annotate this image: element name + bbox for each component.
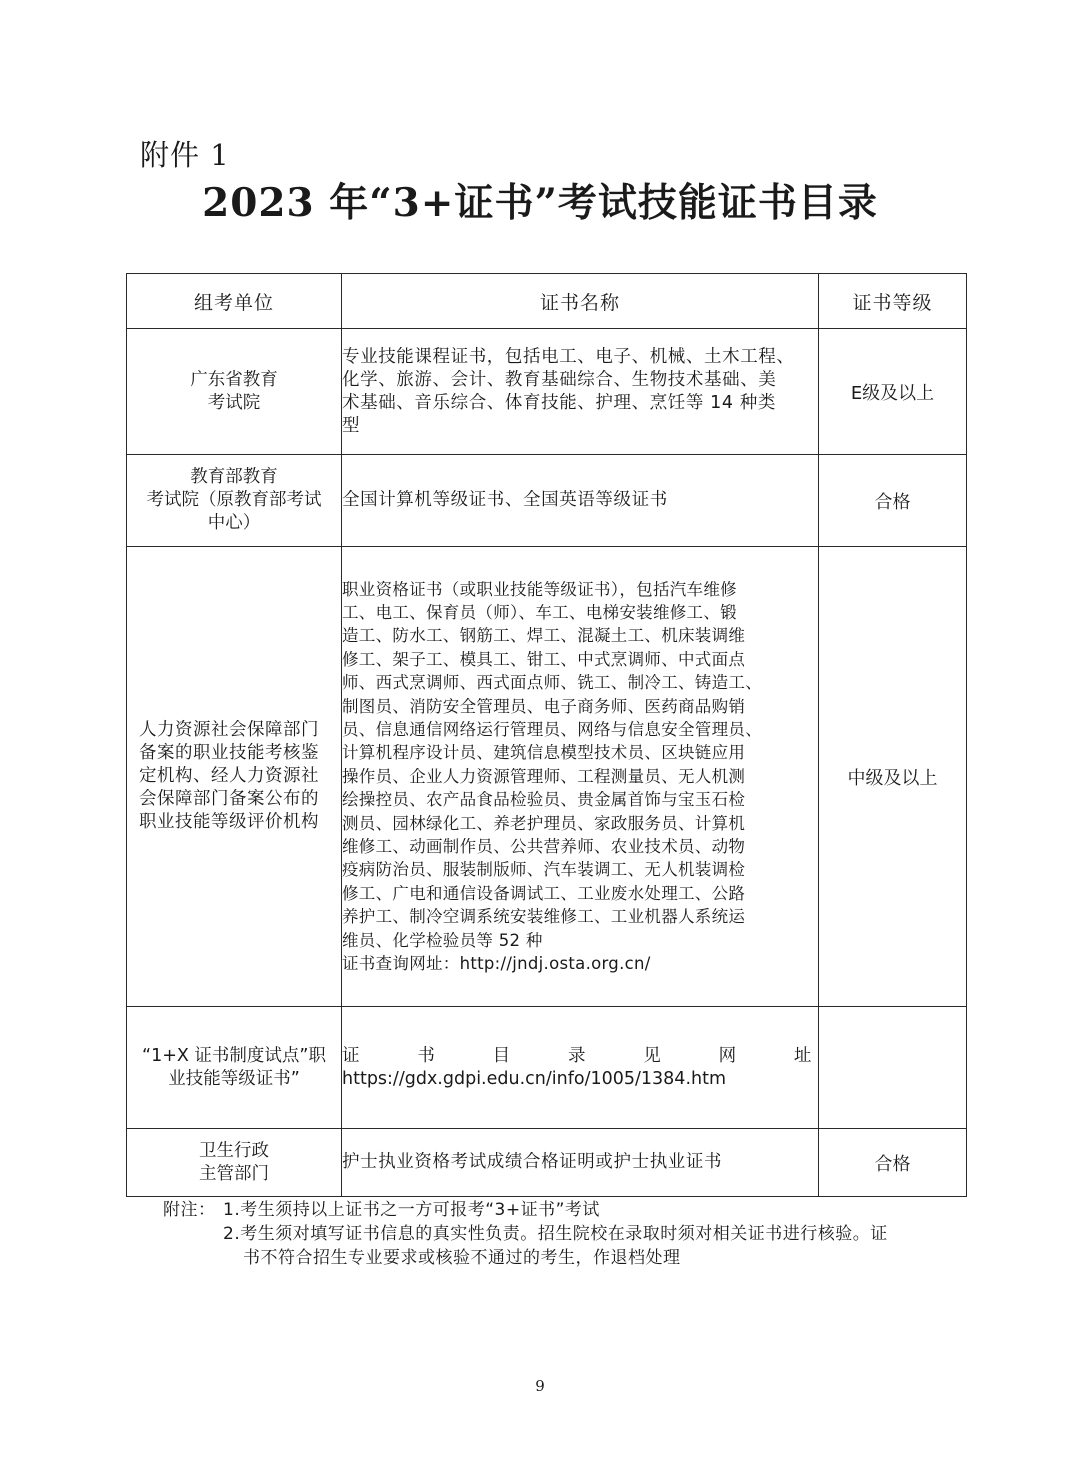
column-header-cert-name: 证书名称	[342, 274, 819, 329]
cert-query-url[interactable]: 证书查询网址：http://jndj.osta.org.cn/	[342, 954, 651, 974]
cert-catalog-url[interactable]: https://gdx.gdpi.edu.cn/info/1005/1384.htm	[342, 1068, 727, 1089]
table-row	[127, 547, 967, 1007]
attachment-label: 附件 1	[140, 138, 230, 172]
cert-name-line: 计算机程序设计员、建筑信息模型技术员、区块链应用	[342, 743, 746, 763]
table-row	[127, 455, 967, 547]
cell-cert-name	[342, 1129, 819, 1197]
certificate-table	[126, 273, 967, 1197]
cell-cert-level: 合格	[819, 455, 967, 547]
cert-name-line: 员、信息通信网络运行管理员、网络与信息安全管理员、	[342, 719, 762, 739]
cert-name-line: 修工、广电和通信设备调试工、工业废水处理工、公路	[342, 883, 746, 903]
cert-name-line: 工、电工、保育员（师）、车工、电梯安装维修工、锻	[342, 602, 737, 622]
cell-cert-name	[342, 1007, 819, 1129]
cell-cert-name	[342, 547, 819, 1007]
column-header-unit: 组考单位	[127, 274, 342, 329]
unit-line: 备案的职业技能考核鉴	[139, 743, 319, 763]
cert-name-line: 修工、架子工、模具工、钳工、中式烹调师、中式面点	[342, 649, 746, 669]
cell-cert-name	[342, 455, 819, 547]
cell-unit	[127, 547, 342, 1007]
cert-name-line: 造工、防水工、钢筋工、焊工、混凝土工、机床装调维	[342, 626, 746, 646]
cell-cert-name	[342, 329, 819, 455]
page-number: 9	[535, 1377, 545, 1395]
cell-cert-level: E级及以上	[819, 329, 967, 455]
spaced-char: 网	[718, 1045, 737, 1066]
unit-line: 会保障部门备案公布的	[139, 789, 319, 809]
unit-line: 人力资源社会保障部门	[139, 720, 319, 740]
notes-label: 附注：	[163, 1200, 216, 1220]
cert-name-line: 绘操控员、农产品食品检验员、贵金属首饰与宝玉石检	[342, 790, 746, 810]
cell-cert-level: 合格	[819, 1129, 967, 1197]
unit-line: 广东省教育	[190, 369, 278, 390]
note-item: 1.考生须持以上证书之一方可报考“3+证书”考试	[223, 1200, 600, 1220]
cert-name-line: 护士执业资格考试成绩合格证明或护士执业证书	[342, 1152, 723, 1172]
cell-unit	[127, 1007, 342, 1129]
cert-name-line: 疫病防治员、服装制版师、汽车装调工、无人机装调检	[342, 860, 746, 880]
cell-unit	[127, 1129, 342, 1197]
spaced-char: 书	[417, 1045, 436, 1066]
cert-name-line: 操作员、企业人力资源管理师、工程测量员、无人机测	[342, 766, 746, 786]
table-row	[127, 1129, 967, 1197]
cert-name-line: 化学、旅游、会计、教育基础综合、生物技术基础、美	[342, 369, 777, 390]
cert-name-line: 养护工、制冷空调系统安装维修工、工业机器人系统运	[342, 907, 746, 927]
cert-name-spaced-line	[342, 1045, 818, 1068]
unit-line: 主管部门	[199, 1163, 269, 1184]
unit-line: 业技能等级证书”	[168, 1068, 300, 1089]
unit-line: 考试院	[207, 392, 261, 413]
unit-line: 教育部教育	[190, 467, 278, 487]
cert-name-line: 维修工、动画制作员、公共营养师、农业技术员、动物	[342, 837, 746, 857]
spaced-char: 见	[643, 1045, 662, 1066]
unit-line: 职业技能等级评价机构	[139, 812, 319, 832]
table-row	[127, 1007, 967, 1129]
spaced-char: 录	[567, 1045, 587, 1066]
cell-unit	[127, 455, 342, 547]
note-item-continuation: 书不符合招生专业要求或核验不通过的考生，作退档处理	[243, 1248, 681, 1268]
unit-line: 考试院（原教育部考试	[146, 490, 322, 510]
cert-name-line: 测员、园林绿化工、养老护理员、家政服务员、计算机	[342, 813, 746, 833]
table-row	[127, 329, 967, 455]
cell-cert-level: 中级及以上	[819, 547, 967, 1007]
unit-line: 定机构、经人力资源社	[139, 766, 319, 786]
spaced-char: 址	[793, 1045, 812, 1066]
unit-line: 中心）	[207, 513, 261, 533]
cert-name-line: 制图员、消防安全管理员、电子商务师、医药商品购销	[342, 696, 746, 716]
page-title: 2023 年“3+证书”考试技能证书目录	[202, 180, 878, 226]
cert-name-line: 维员、化学检验员等 52 种	[342, 930, 543, 950]
cert-name-line: 术基础、音乐综合、体育技能、护理、烹饪等 14 种类	[342, 392, 776, 413]
column-header-cert-level: 证书等级	[819, 274, 967, 329]
cert-name-line: 型	[342, 415, 361, 436]
cert-name-line: 全国计算机等级证书、全国英语等级证书	[342, 490, 668, 510]
note-item: 2.考生须对填写证书信息的真实性负责。招生院校在录取时须对相关证书进行核验。证	[223, 1224, 888, 1244]
cell-unit	[127, 329, 342, 455]
table-header-row	[127, 274, 967, 329]
unit-line: “1+X 证书制度试点”职	[142, 1045, 326, 1066]
spaced-char: 证	[342, 1045, 361, 1066]
cell-cert-level	[819, 1007, 967, 1129]
cert-name-line: 专业技能课程证书，包括电工、电子、机械、土木工程、	[342, 346, 795, 367]
unit-line: 卫生行政	[199, 1140, 269, 1161]
cert-name-line: 职业资格证书（或职业技能等级证书），包括汽车维修	[342, 579, 737, 599]
cert-name-line: 师、西式烹调师、西式面点师、铣工、制冷工、铸造工、	[342, 673, 762, 693]
notes-section	[163, 1198, 963, 1270]
spaced-char: 目	[492, 1045, 511, 1066]
